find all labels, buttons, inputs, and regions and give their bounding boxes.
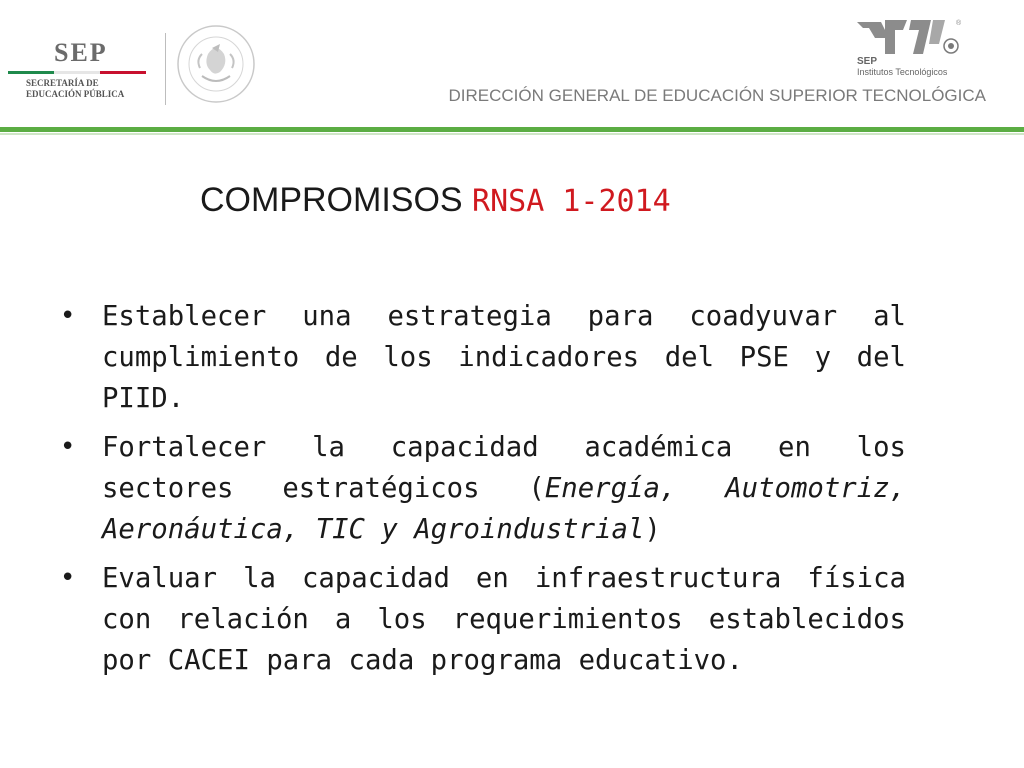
slide-title-accent: RNSA 1-2014 — [472, 184, 671, 219]
bullet-marker: • — [60, 301, 76, 331]
tecnm-sep-label: SEP — [857, 56, 878, 67]
sep-logo-word: SEP — [54, 38, 108, 67]
header-subtitle: DIRECCIÓN GENERAL DE EDUCACIÓN SUPERIOR TECNOLÓGICA — [448, 86, 986, 105]
bullet-marker: • — [60, 432, 76, 462]
mexican-seal-icon — [176, 24, 256, 104]
sep-logo-line1: SECRETARÍA DE — [26, 78, 99, 88]
bullet-text: Establecer una estrategia para coadyuvar al cumplimiento de los indicadores del PSE y del PIID. — [102, 301, 906, 414]
sep-tricolor-stripe — [8, 71, 146, 74]
bullet-text: Fortalecer la capacidad académica en los sectores estratégicos (Energía, Automotriz, Aeronáutica, TIC y Agroindustrial) — [102, 432, 906, 545]
list-item — [60, 427, 906, 550]
sep-logo — [8, 38, 148, 108]
sep-logo-line2: EDUCACIÓN PÚBLICA — [26, 89, 125, 99]
header-rule — [0, 127, 1024, 132]
bullet-text: Evaluar la capacidad en infraestructura física con relación a los requerimientos establecidos por CACEI para cada programa educativo. — [102, 563, 906, 676]
bullet-italic-sectors: Energía, Automotriz, Aeronáutica, TIC y Agroindustrial — [102, 473, 906, 545]
tecnm-logo — [855, 16, 967, 82]
slide-header — [0, 0, 1024, 132]
list-item — [60, 296, 906, 419]
header-rule-shadow — [0, 133, 1024, 135]
list-item — [60, 558, 906, 681]
svg-text:®: ® — [956, 20, 962, 27]
tecnm-emblem-icon — [855, 16, 967, 56]
logo-divider — [165, 33, 166, 105]
slide-title — [200, 181, 671, 220]
bullet-marker: • — [60, 563, 76, 593]
bullet-list — [60, 296, 906, 689]
tecnm-name: Institutos Tecnológicos — [857, 67, 948, 77]
slide-title-main: COMPROMISOS — [200, 181, 473, 219]
